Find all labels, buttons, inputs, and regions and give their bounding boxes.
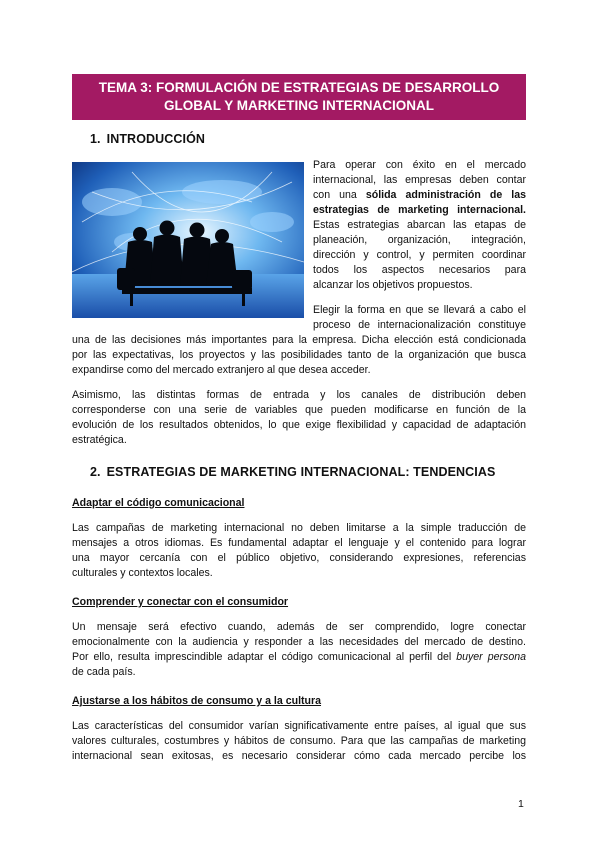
subheading-ajustarse: Ajustarse a los hábitos de consumo y a la cultura [72,695,322,707]
paragraph-line: culturales y contextos locales. [72,567,213,579]
section-2-title: ESTRATEGIAS DE MARKETING INTERNACIONAL: TENDENCIAS [106,465,496,479]
paragraph-ajustarse [72,719,526,764]
business-silhouettes-globe-icon [72,162,304,318]
intro-p1-line: todos los aspectos necesarios para [313,264,526,276]
buyer-persona-italic: buyer persona [456,651,526,663]
section-1-number: 1. [90,132,101,146]
intro-p3-line: estratégica. [72,434,127,446]
intro-p2-line: expandirse como del mercado extranjero al que desea acceder. [72,364,371,376]
intro-p1-line: planeación, organización, integración, [313,234,526,246]
intro-p1-bold: estrategias de marketing internacional. [313,204,526,216]
paragraph-line: emocionalmente con la audiencia y responder a las necesidades del mercado de destino. [72,636,526,648]
chapter-title-line-2: GLOBAL Y MARKETING INTERNACIONAL [163,98,434,113]
paragraph-line: Un mensaje será efectivo cuando, además de ser comprendido, logre conectar [72,621,526,633]
intro-p3-line: Asimismo, las distintas formas de entrada y los canales de distribución deben [72,389,526,401]
intro-paragraph-2-bottom [72,333,526,378]
paragraph-line: internacional sean exitosas, es necesario considerar cómo cada mercado percibe los [72,750,526,762]
intro-p1-line [313,188,526,203]
chapter-title-line-1: TEMA 3: FORMULACIÓN DE ESTRATEGIAS DE DESARROLLO [98,80,500,95]
intro-p1-line [313,203,526,218]
intro-p3-line: corresponderse con una serie de variables que pueden modificarse en función de la [72,404,526,416]
paragraph-line: una mayor cercanía con el público objetivo, considerando expresiones, referencias [72,552,526,564]
intro-p1-bold: sólida administración de las [365,189,526,201]
chapter-title-banner [72,74,526,120]
paragraph-line: valores culturales, costumbres y hábitos de consumo. Para que las campañas de marketing [72,735,526,747]
section-1-heading [90,132,205,146]
paragraph-text: Por ello, resulta imprescindible adaptar el código comunicacional al perfil del [72,651,457,663]
paragraph-comprender [72,620,526,680]
paragraph-adaptar [72,521,526,581]
paragraph-line: Las campañas de marketing internacional no deben limitarse a la simple traducción de [72,522,526,534]
intro-p1-line: dirección y control, y permiten coordinar [313,249,526,261]
paragraph-line: mensajes a otros idiomas. Es fundamental adaptar el lenguaje y el contenido para lograr [72,537,526,549]
paragraph-line [72,650,526,665]
intro-p2-line: una de las decisiones más importantes para la empresa. Dicha elección está condicionada [72,334,526,346]
page-number: 1 [518,798,524,810]
subheading-comprender: Comprender y conectar con el consumidor [72,596,289,608]
intro-paragraph-2-top [313,303,526,333]
intro-p1-text: con una [313,189,366,201]
paragraph-line: de cada país. [72,666,136,678]
intro-paragraph-1 [313,158,526,293]
intro-p1-line: internacional, las empresas deben contar [313,174,526,186]
intro-p2-line: proceso de internacionalización constituye [313,319,526,331]
intro-p2-line: Elegir la forma en que se llevará a cabo el [313,304,526,316]
intro-p1-line: Estas estrategias abarcan las etapas de [313,219,526,231]
section-2-heading [90,465,495,479]
intro-paragraph-3 [72,388,526,448]
intro-p3-line: evolución de los resultados obtenidos, lo que exige flexibilidad y capacidad de adaptación [72,419,526,431]
subheading-adaptar: Adaptar el código comunicacional [72,497,245,509]
section-1-title: INTRODUCCIÓN [106,132,206,146]
paragraph-line: Las características del consumidor varían significativamente entre países, al igual que sus [72,720,526,732]
intro-p1-line: alcanzar los objetivos propuestos. [313,279,473,291]
intro-p1-line: Para operar con éxito en el mercado [313,159,526,171]
section-2-number: 2. [90,465,101,479]
intro-p2-line: por las expectativas, los proyectos y las posibilidades tanto de la organización que busca [72,349,526,361]
